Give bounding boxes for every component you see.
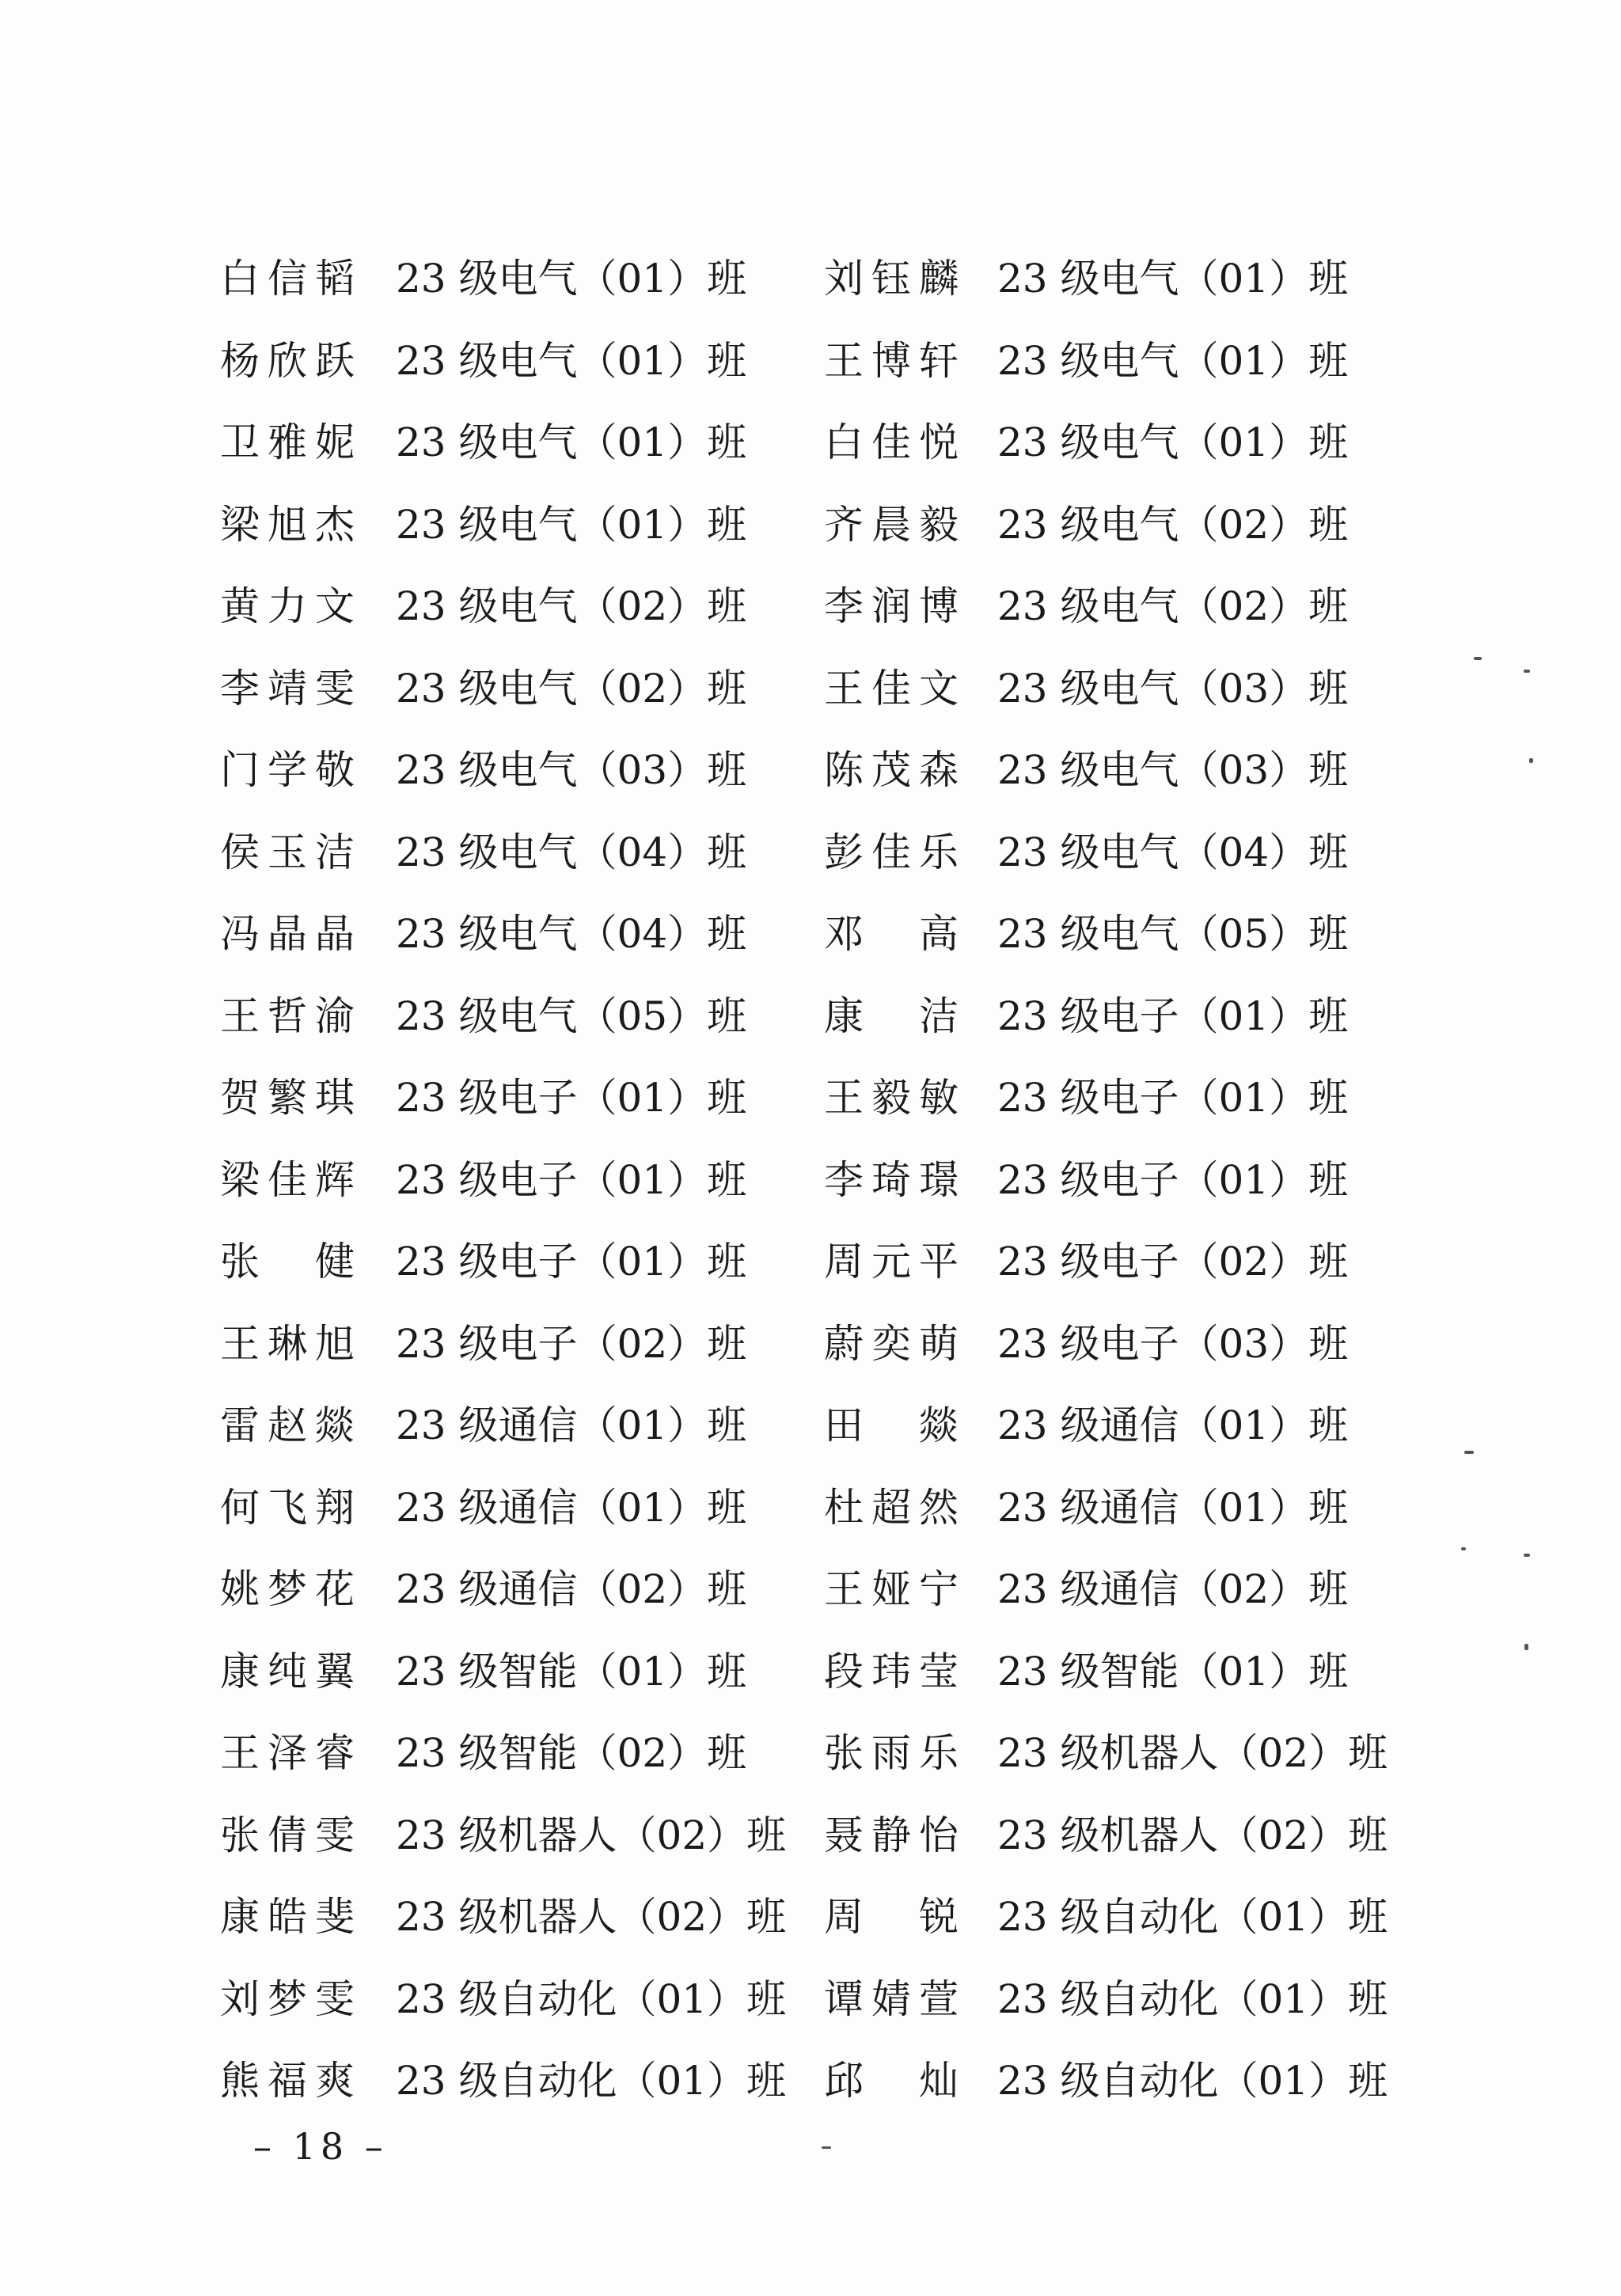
student-name: 邓 高 [824, 911, 959, 957]
student-class: 23 级自动化（01）班 [396, 2058, 787, 2104]
student-name: 彭佳乐 [824, 829, 959, 875]
student-name: 段玮莹 [824, 1648, 959, 1694]
student-name: 田 燚 [824, 1402, 959, 1448]
list-row [220, 411, 1455, 493]
student-class: 23 级自动化（01）班 [997, 1975, 1388, 2022]
list-row [220, 1394, 1455, 1476]
student-class: 23 级电气（02）班 [997, 583, 1349, 629]
list-row [220, 738, 1455, 821]
student-name: 周元平 [824, 1239, 959, 1285]
scan-speck [1474, 657, 1482, 660]
student-class: 23 级电气（04）班 [997, 829, 1349, 875]
student-class: 23 级电气（02）班 [396, 583, 747, 629]
list-row [220, 1230, 1455, 1312]
student-name: 白信韬 [220, 256, 355, 302]
student-class: 23 级机器人（02）班 [396, 1812, 787, 1858]
student-name: 齐晨毅 [824, 501, 959, 548]
student-class: 23 级电气（01）班 [396, 501, 747, 548]
student-class: 23 级自动化（01）班 [997, 1894, 1388, 1940]
student-name: 黄力文 [220, 583, 355, 629]
student-name: 雷赵燚 [220, 1402, 355, 1448]
list-row [220, 1558, 1455, 1640]
student-list [220, 247, 1455, 2131]
list-row [220, 1968, 1455, 2050]
scan-speck [1524, 1554, 1530, 1557]
student-name: 王泽睿 [220, 1730, 355, 1776]
list-row [220, 2049, 1455, 2131]
student-name: 康纯翼 [220, 1648, 355, 1694]
student-class: 23 级通信（01）班 [396, 1484, 747, 1531]
student-class: 23 级智能（01）班 [997, 1648, 1349, 1694]
page-number: – 18 – [253, 2125, 388, 2168]
student-class: 23 级电子（02）班 [396, 1320, 747, 1367]
list-row [220, 1640, 1455, 1722]
student-class: 23 级电气（02）班 [396, 665, 747, 712]
student-class: 23 级电气（03）班 [396, 747, 747, 793]
student-class: 23 级电子（01）班 [396, 1239, 747, 1285]
student-class: 23 级电气（04）班 [396, 911, 747, 957]
student-name: 冯晶晶 [220, 911, 355, 957]
scan-speck [822, 2146, 831, 2149]
student-name: 蔚奕萌 [824, 1320, 959, 1367]
student-class: 23 级电子（01）班 [396, 1075, 747, 1121]
student-class: 23 级智能（01）班 [396, 1648, 747, 1694]
student-name: 白佳悦 [824, 419, 959, 465]
list-row [220, 1804, 1455, 1886]
student-name: 张倩雯 [220, 1812, 355, 1858]
student-name: 聂静怡 [824, 1812, 959, 1858]
list-row [220, 1312, 1455, 1395]
student-class: 23 级机器人（02）班 [997, 1812, 1388, 1858]
student-name: 张 健 [220, 1239, 355, 1285]
student-class: 23 级电气（03）班 [997, 665, 1349, 712]
student-name: 谭婧萱 [824, 1975, 959, 2022]
student-class: 23 级电气（01）班 [997, 419, 1349, 465]
student-name: 张雨乐 [824, 1730, 959, 1776]
student-class: 23 级电气（02）班 [997, 501, 1349, 548]
student-name: 门学敬 [220, 747, 355, 793]
student-class: 23 级电子（01）班 [997, 1075, 1349, 1121]
student-class: 23 级自动化（01）班 [396, 1975, 787, 2022]
student-name: 侯玉洁 [220, 829, 355, 875]
student-name: 李琦璟 [824, 1156, 959, 1203]
student-name: 周 锐 [824, 1894, 959, 1940]
student-class: 23 级通信（01）班 [997, 1484, 1349, 1531]
student-class: 23 级通信（02）班 [997, 1566, 1349, 1612]
list-row [220, 329, 1455, 412]
student-name: 刘梦雯 [220, 1975, 355, 2022]
list-row [220, 1148, 1455, 1231]
student-name: 王毅敏 [824, 1075, 959, 1121]
student-class: 23 级通信（01）班 [396, 1402, 747, 1448]
scan-speck [1524, 670, 1530, 673]
student-class: 23 级电子（03）班 [997, 1320, 1349, 1367]
student-class: 23 级通信（01）班 [997, 1402, 1349, 1448]
list-row [220, 657, 1455, 739]
list-row [220, 247, 1455, 329]
student-name: 李靖雯 [220, 665, 355, 712]
list-row [220, 1476, 1455, 1558]
student-class: 23 级电气（01）班 [997, 337, 1349, 384]
student-name: 贺繁琪 [220, 1075, 355, 1121]
student-class: 23 级电子（01）班 [396, 1156, 747, 1203]
student-class: 23 级电气（01）班 [396, 337, 747, 384]
student-class: 23 级电气（01）班 [396, 419, 747, 465]
student-class: 23 级电子（01）班 [997, 992, 1349, 1039]
student-class: 23 级电气（04）班 [396, 829, 747, 875]
scan-speck [1529, 758, 1533, 763]
student-name: 陈茂森 [824, 747, 959, 793]
student-name: 王琳旭 [220, 1320, 355, 1367]
scan-speck [1464, 1451, 1474, 1454]
scan-speck [1461, 1547, 1466, 1550]
student-name: 梁佳辉 [220, 1156, 355, 1203]
student-name: 熊福爽 [220, 2058, 355, 2104]
student-name: 康 洁 [824, 992, 959, 1039]
student-class: 23 级电子（01）班 [997, 1156, 1349, 1203]
student-name: 康皓斐 [220, 1894, 355, 1940]
student-class: 23 级电气（01）班 [396, 256, 747, 302]
student-class: 23 级智能（02）班 [396, 1730, 747, 1776]
list-row [220, 575, 1455, 657]
student-name: 王佳文 [824, 665, 959, 712]
student-name: 何飞翔 [220, 1484, 355, 1531]
list-row [220, 821, 1455, 903]
student-class: 23 级通信（02）班 [396, 1566, 747, 1612]
student-name: 李润博 [824, 583, 959, 629]
student-name: 邱 灿 [824, 2058, 959, 2104]
student-name: 杜超然 [824, 1484, 959, 1531]
student-class: 23 级自动化（01）班 [997, 2058, 1388, 2104]
list-row [220, 1721, 1455, 1804]
list-row [220, 902, 1455, 985]
student-name: 王博轩 [824, 337, 959, 384]
list-row [220, 493, 1455, 575]
student-class: 23 级机器人（02）班 [997, 1730, 1388, 1776]
student-class: 23 级电气（03）班 [997, 747, 1349, 793]
student-name: 王哲渝 [220, 992, 355, 1039]
student-name: 梁旭杰 [220, 501, 355, 548]
scan-speck [1524, 1644, 1528, 1650]
student-name: 刘钰麟 [824, 256, 959, 302]
student-name: 卫雅妮 [220, 419, 355, 465]
student-name: 王娅宁 [824, 1566, 959, 1612]
student-class: 23 级电气（05）班 [396, 992, 747, 1039]
student-class: 23 级电气（05）班 [997, 911, 1349, 957]
list-row [220, 1066, 1455, 1148]
student-class: 23 级电气（01）班 [997, 256, 1349, 302]
list-row [220, 985, 1455, 1067]
student-class: 23 级电子（02）班 [997, 1239, 1349, 1285]
student-name: 姚梦花 [220, 1566, 355, 1612]
student-name: 杨欣跃 [220, 337, 355, 384]
list-row [220, 1885, 1455, 1968]
student-class: 23 级机器人（02）班 [396, 1894, 787, 1940]
